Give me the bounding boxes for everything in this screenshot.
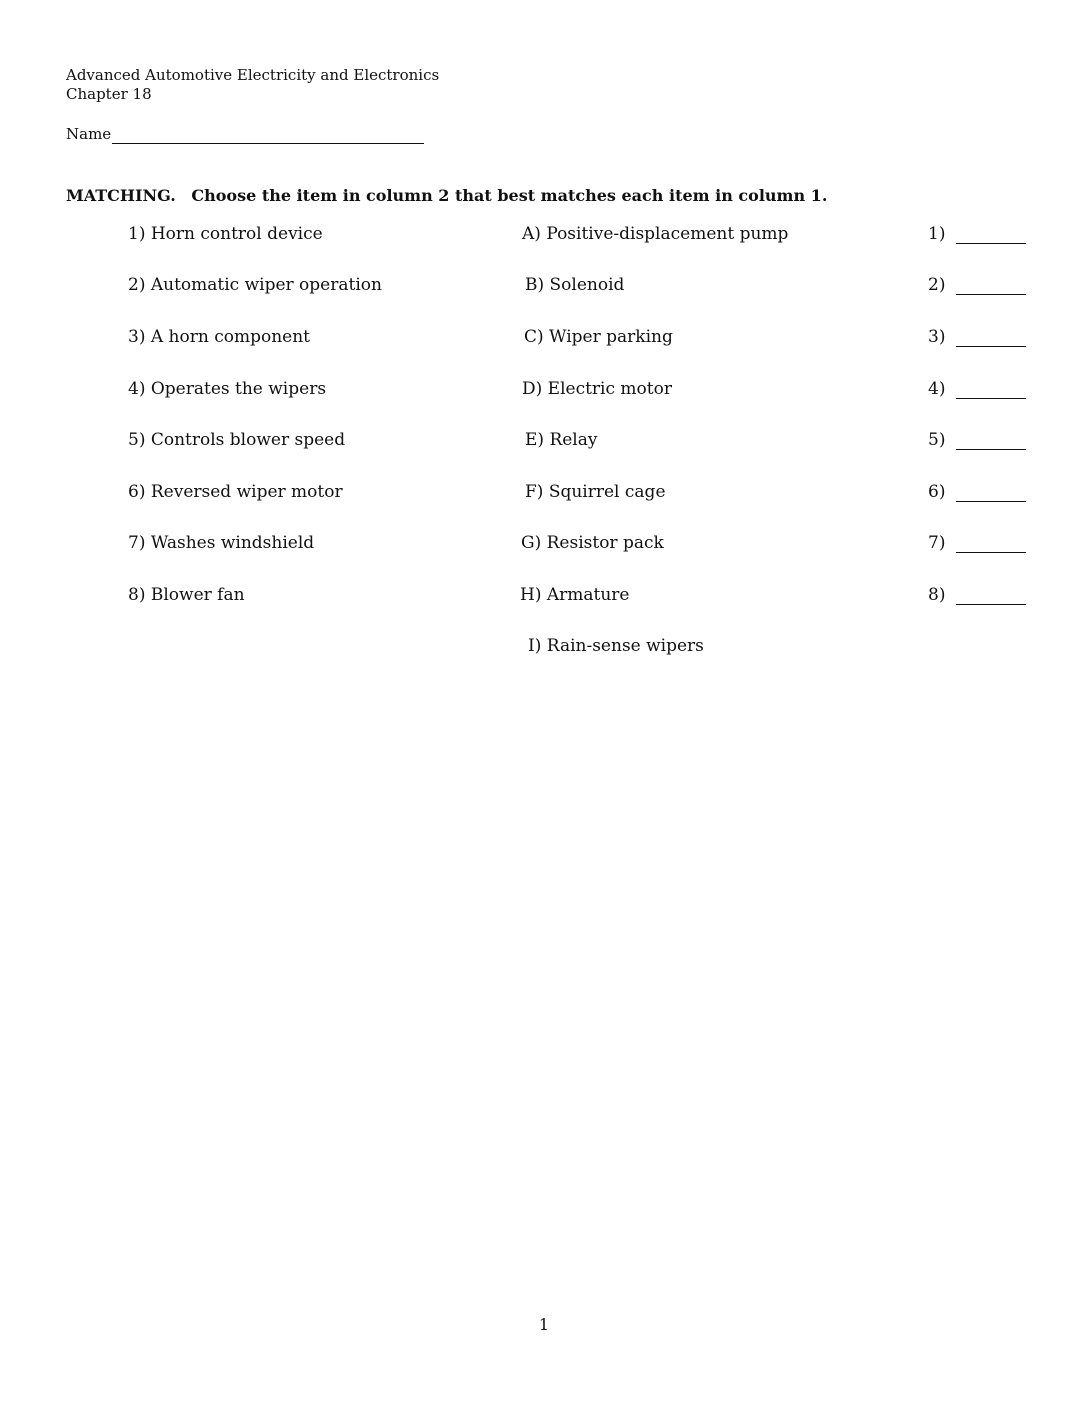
matching-row-7 xyxy=(0,532,1088,556)
term-item: 8) Blower fan xyxy=(128,585,245,605)
matching-row-1 xyxy=(0,223,1088,247)
option-item: B) Solenoid xyxy=(525,275,625,295)
answer-blank[interactable] xyxy=(956,552,1026,553)
term-item: 4) Operates the wipers xyxy=(128,379,327,399)
name-field xyxy=(66,125,424,144)
option-item: G) Resistor pack xyxy=(521,533,664,553)
matching-row-2 xyxy=(0,274,1088,298)
course-title: Advanced Automotive Electricity and Electronics xyxy=(66,66,440,84)
answer-blank[interactable] xyxy=(956,398,1026,399)
option-item: A) Positive-displacement pump xyxy=(522,224,789,244)
matching-row-8 xyxy=(0,584,1088,608)
option-item: H) Armature xyxy=(520,585,630,605)
document-header xyxy=(66,66,439,104)
term-item: 2) Automatic wiper operation xyxy=(128,275,382,295)
answer-blank[interactable] xyxy=(956,604,1026,605)
term-item: 3) A horn component xyxy=(128,327,310,347)
option-item: F) Squirrel cage xyxy=(525,482,666,502)
answer-number: 2) xyxy=(928,275,946,295)
matching-row-3 xyxy=(0,326,1088,350)
answer-blank[interactable] xyxy=(956,449,1026,450)
option-item: C) Wiper parking xyxy=(524,327,673,347)
matching-row-5 xyxy=(0,429,1088,453)
answer-blank[interactable] xyxy=(956,501,1026,502)
answer-blank[interactable] xyxy=(956,294,1026,295)
chapter-label: Chapter 18 xyxy=(66,85,152,103)
option-item: I) Rain-sense wipers xyxy=(528,636,704,656)
term-item: 7) Washes windshield xyxy=(128,533,315,553)
answer-blank[interactable] xyxy=(956,243,1026,244)
answer-number: 4) xyxy=(928,379,946,399)
answer-number: 8) xyxy=(928,585,946,605)
answer-number: 7) xyxy=(928,533,946,553)
answer-blank[interactable] xyxy=(956,346,1026,347)
answer-number: 1) xyxy=(928,224,946,244)
term-item: 5) Controls blower speed xyxy=(128,430,346,450)
name-blank-line[interactable] xyxy=(112,125,424,144)
instructions xyxy=(66,186,827,206)
answer-number: 6) xyxy=(928,482,946,502)
term-item: 1) Horn control device xyxy=(128,224,323,244)
page-number: 1 xyxy=(538,1315,550,1334)
name-label: Name xyxy=(66,125,112,143)
matching-row-6 xyxy=(0,481,1088,505)
option-item: D) Electric motor xyxy=(522,379,672,399)
matching-row-4 xyxy=(0,378,1088,402)
instructions-lead: MATCHING. xyxy=(66,186,176,205)
answer-number: 5) xyxy=(928,430,946,450)
option-item: E) Relay xyxy=(525,430,598,450)
term-item: 6) Reversed wiper motor xyxy=(128,482,343,502)
matching-row-extra xyxy=(0,635,1088,659)
instructions-text: Choose the item in column 2 that best matches each item in column 1. xyxy=(191,186,828,205)
answer-number: 3) xyxy=(928,327,946,347)
